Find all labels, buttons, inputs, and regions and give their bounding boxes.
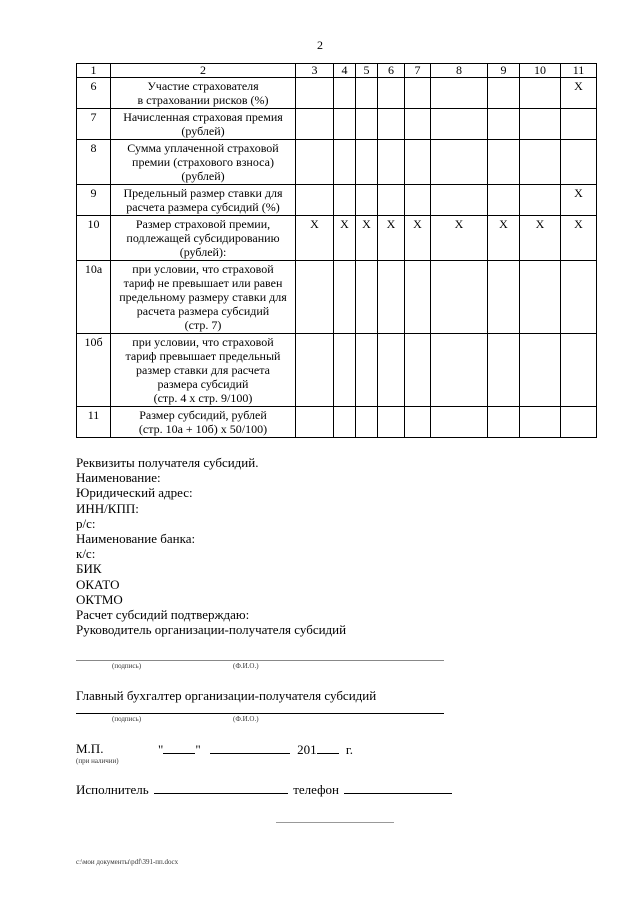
value-cell[interactable] (520, 334, 561, 407)
value-cell[interactable] (488, 407, 520, 438)
value-cell[interactable] (378, 407, 405, 438)
value-cell[interactable] (431, 78, 488, 109)
phone-label: телефон (293, 782, 339, 797)
signature-line-director (76, 660, 444, 661)
value-cell[interactable] (561, 407, 597, 438)
row-label-line: Начисленная страховая премия (123, 110, 283, 124)
value-cell[interactable] (405, 334, 431, 407)
value-cell[interactable] (356, 140, 378, 185)
value-cell[interactable] (296, 78, 334, 109)
recipient-requisites (76, 455, 346, 637)
row-label (111, 140, 296, 185)
value-cell[interactable] (405, 261, 431, 334)
row-number: 10 (77, 216, 111, 261)
footer-file-path: c:\мои документы\pdf\391-пп.docx (76, 858, 179, 866)
value-cell[interactable] (296, 140, 334, 185)
value-cell[interactable] (378, 109, 405, 140)
separator-line (276, 822, 394, 823)
signature-line-accountant (76, 713, 444, 714)
table-row (77, 216, 597, 261)
value-cell[interactable] (296, 109, 334, 140)
value-cell[interactable] (405, 407, 431, 438)
value-cell[interactable]: X (296, 216, 334, 261)
value-cell[interactable]: X (378, 216, 405, 261)
table-row (77, 261, 597, 334)
requisite-line: р/с: (76, 515, 96, 531)
table-row (77, 140, 597, 185)
value-cell[interactable] (356, 185, 378, 216)
month-blank[interactable] (210, 741, 290, 754)
value-cell[interactable] (488, 334, 520, 407)
table-row (77, 185, 597, 216)
value-cell[interactable] (405, 109, 431, 140)
value-cell[interactable] (378, 261, 405, 334)
requisite-line: Реквизиты получателя субсидий. (76, 455, 259, 470)
value-cell[interactable] (334, 261, 356, 334)
value-cell[interactable] (520, 185, 561, 216)
caption-signature: (подпись) (112, 662, 142, 670)
requisite-line: Наименование: (76, 470, 161, 486)
quote-close: " (195, 742, 201, 757)
row-label-line: (стр. 10а + 10б) х 50/100) (138, 422, 268, 436)
value-cell[interactable] (488, 109, 520, 140)
day-blank[interactable] (163, 741, 195, 754)
value-cell[interactable] (520, 261, 561, 334)
header-cell: 9 (488, 64, 520, 78)
row-label-line: размер ставки для расчета (136, 363, 270, 377)
value-cell[interactable] (520, 109, 561, 140)
stamp-label: М.П. (76, 741, 104, 756)
value-cell[interactable] (488, 140, 520, 185)
value-cell[interactable]: X (356, 216, 378, 261)
value-cell[interactable] (296, 334, 334, 407)
requisite-line: Расчет субсидий подтверждаю: (76, 607, 250, 623)
row-number: 10а (77, 261, 111, 334)
requisite-line: БИК (76, 561, 102, 577)
value-cell[interactable] (561, 261, 597, 334)
value-cell[interactable]: X (561, 185, 597, 216)
row-label-line: расчета размера субсидий (%) (126, 200, 280, 214)
value-cell[interactable] (334, 407, 356, 438)
header-cell: 10 (520, 64, 561, 78)
value-cell[interactable] (488, 261, 520, 334)
value-cell[interactable]: X (334, 216, 356, 261)
header-cell: 3 (296, 64, 334, 78)
row-number: 11 (77, 407, 111, 438)
value-cell[interactable] (431, 109, 488, 140)
value-cell[interactable] (405, 78, 431, 109)
phone-blank[interactable] (344, 781, 452, 794)
executor-blank[interactable] (154, 781, 288, 794)
header-cell: 6 (378, 64, 405, 78)
row-label-line: (рублей) (181, 169, 225, 183)
value-cell[interactable] (561, 140, 597, 185)
row-label (111, 78, 296, 109)
requisite-line: к/с: (76, 546, 96, 562)
table-row (77, 109, 597, 140)
value-cell[interactable] (378, 140, 405, 185)
executor-line (76, 781, 452, 798)
value-cell[interactable]: X (561, 216, 597, 261)
table-body (77, 64, 597, 438)
year-prefix: 201 (297, 742, 317, 757)
caption-full-name: (Ф.И.О.) (233, 715, 259, 723)
header-cell: 4 (334, 64, 356, 78)
subsidy-table (76, 63, 597, 438)
executor-label: Исполнитель (76, 782, 149, 797)
value-cell[interactable] (334, 140, 356, 185)
value-cell[interactable] (561, 334, 597, 407)
value-cell[interactable] (356, 334, 378, 407)
value-cell[interactable]: X (561, 78, 597, 109)
value-cell[interactable] (378, 334, 405, 407)
row-label-line: при условии, что страховой (132, 262, 274, 276)
year-blank[interactable] (317, 741, 339, 754)
value-cell[interactable] (334, 78, 356, 109)
row-label-line: Сумма уплаченной страховой (127, 141, 279, 155)
row-label (111, 407, 296, 438)
row-label (111, 109, 296, 140)
value-cell[interactable] (561, 109, 597, 140)
value-cell[interactable]: X (520, 216, 561, 261)
header-cell: 7 (405, 64, 431, 78)
row-label-line: в страховании рисков (%) (137, 93, 269, 107)
page-number: 2 (317, 38, 323, 52)
value-cell[interactable] (356, 261, 378, 334)
date-line (158, 741, 353, 758)
value-cell[interactable] (334, 334, 356, 407)
row-label-line: Предельный размер ставки для (123, 186, 283, 200)
stamp-note: (при наличии) (76, 757, 119, 765)
row-label-line: при условии, что страховой (132, 335, 274, 349)
row-label-line: Размер страховой премии, (135, 217, 271, 231)
value-cell[interactable] (405, 185, 431, 216)
row-number: 6 (77, 78, 111, 109)
row-label (111, 216, 296, 261)
row-label-line: подлежащей субсидированию (126, 231, 280, 245)
row-number: 9 (77, 185, 111, 216)
row-number: 7 (77, 109, 111, 140)
value-cell[interactable] (431, 261, 488, 334)
value-cell[interactable] (431, 334, 488, 407)
requisite-line: Юридический адрес: (76, 485, 193, 501)
value-cell[interactable] (431, 407, 488, 438)
requisite-line: Наименование банка: (76, 531, 196, 547)
row-label-line: тариф превышает предельный (125, 349, 281, 363)
row-label (111, 334, 296, 407)
value-cell[interactable] (520, 140, 561, 185)
chief-accountant-label: Главный бухгалтер организации-получателя субсидий (76, 688, 377, 703)
quote-open: " (158, 742, 164, 757)
header-cell: 2 (111, 64, 296, 78)
year-suffix: г. (345, 742, 353, 757)
row-label (111, 185, 296, 216)
value-cell[interactable] (378, 185, 405, 216)
row-number: 8 (77, 140, 111, 185)
row-label-line: (рублей): (179, 245, 227, 259)
row-label (111, 261, 296, 334)
value-cell[interactable] (334, 185, 356, 216)
value-cell[interactable] (431, 140, 488, 185)
row-label-line: (стр. 7) (184, 318, 222, 332)
row-label-line: размера субсидий (157, 377, 249, 391)
row-label-line: Размер субсидий, рублей (139, 408, 267, 422)
value-cell[interactable] (356, 109, 378, 140)
value-cell[interactable] (488, 185, 520, 216)
value-cell[interactable] (431, 185, 488, 216)
row-label-line: расчета размера субсидий (136, 304, 270, 318)
value-cell[interactable]: X (405, 216, 431, 261)
row-label-line: Участие страхователя (147, 79, 259, 93)
requisite-line: Руководитель организации-получателя субсидий (76, 622, 347, 638)
value-cell[interactable] (520, 78, 561, 109)
row-number: 10б (77, 334, 111, 407)
value-cell[interactable] (488, 78, 520, 109)
value-cell[interactable]: X (488, 216, 520, 261)
table-row (77, 407, 597, 438)
value-cell[interactable] (520, 407, 561, 438)
value-cell[interactable] (356, 78, 378, 109)
row-label-line: премии (страхового взноса) (132, 155, 274, 169)
row-label-line: (стр. 4 х стр. 9/100) (153, 391, 253, 405)
value-cell[interactable]: X (431, 216, 488, 261)
value-cell[interactable] (296, 407, 334, 438)
row-label-line: предельному размеру ставки для (119, 290, 287, 304)
caption-full-name: (Ф.И.О.) (233, 662, 259, 670)
row-label-line: (рублей) (181, 124, 225, 138)
value-cell[interactable] (296, 261, 334, 334)
table-header-row (77, 64, 597, 78)
value-cell[interactable] (378, 78, 405, 109)
caption-signature: (подпись) (112, 715, 142, 723)
header-cell: 5 (356, 64, 378, 78)
value-cell[interactable] (334, 109, 356, 140)
table-row (77, 78, 597, 109)
header-cell: 1 (77, 64, 111, 78)
header-cell: 8 (431, 64, 488, 78)
value-cell[interactable] (296, 185, 334, 216)
requisite-line: ИНН/КПП: (76, 500, 139, 516)
requisite-line: ОКАТО (76, 576, 120, 592)
header-cell: 11 (561, 64, 597, 78)
value-cell[interactable] (405, 140, 431, 185)
row-label-line: тариф не превышает или равен (123, 276, 283, 290)
value-cell[interactable] (356, 407, 378, 438)
requisite-line: ОКТМО (76, 591, 123, 607)
table-row (77, 334, 597, 407)
